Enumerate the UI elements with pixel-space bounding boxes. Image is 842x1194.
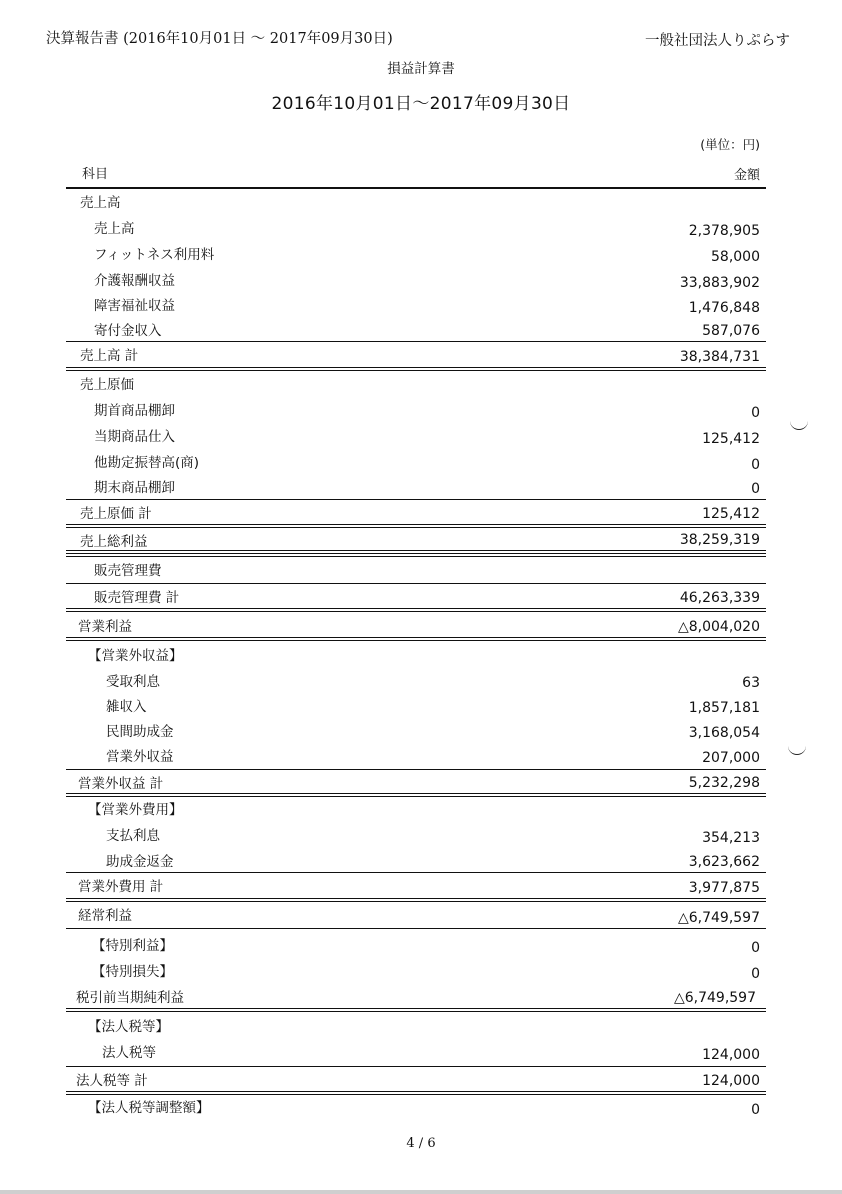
row-amount: 0 bbox=[751, 481, 760, 497]
row-label: 当期商品仕入 bbox=[94, 429, 175, 445]
subtotal-row bbox=[66, 613, 766, 641]
statement-row bbox=[66, 397, 766, 423]
statement-row bbox=[66, 693, 766, 718]
statement-row bbox=[66, 215, 766, 241]
subtotal-row bbox=[66, 902, 766, 929]
row-amount: 124,000 bbox=[702, 1047, 760, 1063]
row-amount: 125,412 bbox=[702, 506, 760, 522]
row-amount: 38,259,319 bbox=[679, 532, 760, 548]
fiscal-period: 2016年10月01日～2017年09月30日 bbox=[271, 94, 571, 114]
row-label: 営業外収益 bbox=[106, 749, 174, 765]
statement-row bbox=[66, 1039, 766, 1065]
row-amount: △6,749,597 bbox=[677, 910, 760, 926]
row-amount: 354,213 bbox=[702, 830, 760, 846]
subtotal-row bbox=[66, 872, 766, 902]
row-amount: 0 bbox=[751, 1102, 760, 1118]
subtotal-row bbox=[66, 499, 766, 528]
statement-row bbox=[66, 958, 766, 984]
row-label: 法人税等 bbox=[102, 1045, 156, 1061]
amount-column-header: 金額 bbox=[733, 168, 760, 183]
binder-hole-mark bbox=[790, 419, 808, 430]
statement-title: 損益計算書 bbox=[387, 61, 455, 77]
row-label: 【営業外費用】 bbox=[88, 802, 183, 818]
row-amount: 1,857,181 bbox=[688, 700, 760, 716]
row-label: 期首商品棚卸 bbox=[94, 403, 175, 419]
statement-row bbox=[66, 668, 766, 693]
row-label: 【営業外収益】 bbox=[88, 648, 183, 664]
row-amount: 38,384,731 bbox=[679, 349, 760, 365]
statement-row bbox=[66, 1094, 766, 1120]
row-label: 【特別利益】 bbox=[92, 938, 173, 954]
statement-row bbox=[66, 848, 766, 872]
row-amount: 0 bbox=[751, 966, 760, 982]
statement-row bbox=[66, 556, 766, 584]
row-amount: 5,232,298 bbox=[688, 775, 760, 791]
row-amount: △8,004,020 bbox=[677, 619, 760, 635]
row-label: 売上総利益 bbox=[80, 534, 148, 550]
row-label: 介護報酬収益 bbox=[94, 273, 175, 289]
statement-row bbox=[66, 822, 766, 848]
row-label: 売上原価 bbox=[80, 377, 134, 393]
subtotal-row bbox=[66, 528, 766, 554]
statement-row bbox=[66, 423, 766, 449]
row-label: 販売管理費 計 bbox=[94, 590, 180, 606]
subtotal-row bbox=[66, 341, 766, 371]
row-label: 他勘定振替高(商) bbox=[94, 455, 200, 471]
row-amount: △6,749,597 bbox=[673, 990, 756, 1006]
row-label: 受取利息 bbox=[106, 674, 160, 690]
statement-row bbox=[66, 932, 766, 958]
row-amount: 3,977,875 bbox=[688, 880, 760, 896]
row-amount: 58,000 bbox=[711, 249, 760, 265]
subtotal-row bbox=[66, 984, 766, 1012]
statement-row bbox=[66, 743, 766, 768]
row-label: 期末商品棚卸 bbox=[94, 480, 175, 496]
row-label: 雑収入 bbox=[106, 699, 147, 715]
row-label: 経常利益 bbox=[78, 908, 132, 924]
binder-hole-mark bbox=[788, 744, 806, 755]
row-label: 営業外費用 計 bbox=[78, 879, 164, 895]
statement-row bbox=[66, 449, 766, 475]
row-amount: 0 bbox=[751, 457, 760, 473]
column-header bbox=[66, 160, 766, 189]
row-amount: 125,412 bbox=[702, 431, 760, 447]
statement-row bbox=[66, 796, 766, 822]
row-label: 販売管理費 bbox=[94, 563, 162, 579]
row-amount: 207,000 bbox=[702, 750, 760, 766]
row-amount: 46,263,339 bbox=[679, 590, 760, 606]
row-amount: 1,476,848 bbox=[688, 300, 760, 316]
statement-row bbox=[66, 371, 766, 397]
row-label: 寄付金収入 bbox=[94, 323, 162, 339]
row-amount: 0 bbox=[751, 940, 760, 956]
row-amount: 3,168,054 bbox=[688, 725, 760, 741]
row-label: 営業外収益 計 bbox=[78, 776, 164, 792]
row-amount: 63 bbox=[742, 675, 760, 691]
statement-row bbox=[66, 642, 766, 668]
row-label: 助成金返金 bbox=[106, 854, 174, 870]
statement-row bbox=[66, 267, 766, 293]
statement-row bbox=[66, 317, 766, 341]
currency-unit: (単位：円) bbox=[700, 137, 760, 152]
statement-row bbox=[66, 292, 766, 318]
row-amount: 587,076 bbox=[702, 323, 760, 339]
report-header-title: 決算報告書 (2016年10月01日 ～ 2017年09月30日) bbox=[46, 31, 393, 47]
subtotal-row bbox=[66, 1066, 766, 1095]
row-label: 売上高 bbox=[94, 221, 135, 237]
row-label: 売上原価 計 bbox=[80, 506, 152, 522]
statement-row bbox=[66, 241, 766, 267]
statement-row bbox=[66, 718, 766, 743]
row-label: 営業利益 bbox=[78, 619, 132, 635]
row-amount: 3,623,662 bbox=[688, 854, 760, 870]
statement-row bbox=[66, 474, 766, 499]
row-label: フィットネス利用料 bbox=[94, 247, 215, 263]
subtotal-row bbox=[66, 584, 766, 612]
row-label: 【特別損失】 bbox=[92, 964, 173, 980]
row-label: 売上高 bbox=[80, 195, 121, 211]
statement-row bbox=[66, 189, 766, 215]
organization-name: 一般社団法人りぷらす bbox=[645, 33, 790, 49]
row-amount: 33,883,902 bbox=[679, 275, 760, 291]
row-label: 税引前当期純利益 bbox=[76, 990, 184, 1006]
row-label: 法人税等 計 bbox=[76, 1073, 148, 1089]
subtotal-row bbox=[66, 769, 766, 797]
row-label: 支払利息 bbox=[106, 828, 160, 844]
row-label: 障害福祉収益 bbox=[94, 298, 175, 314]
row-amount: 2,378,905 bbox=[688, 223, 760, 239]
row-label: 【法人税等】 bbox=[88, 1019, 169, 1035]
row-label: 売上高 計 bbox=[80, 348, 139, 364]
row-label: 民間助成金 bbox=[106, 724, 174, 740]
page-number: 4 / 6 bbox=[406, 1136, 436, 1151]
row-amount: 124,000 bbox=[702, 1073, 760, 1089]
page-bottom-edge bbox=[0, 1190, 842, 1194]
statement-row bbox=[66, 1013, 766, 1039]
row-amount: 0 bbox=[751, 405, 760, 421]
row-label: 【法人税等調整額】 bbox=[88, 1100, 210, 1116]
account-column-header: 科目 bbox=[82, 167, 109, 182]
